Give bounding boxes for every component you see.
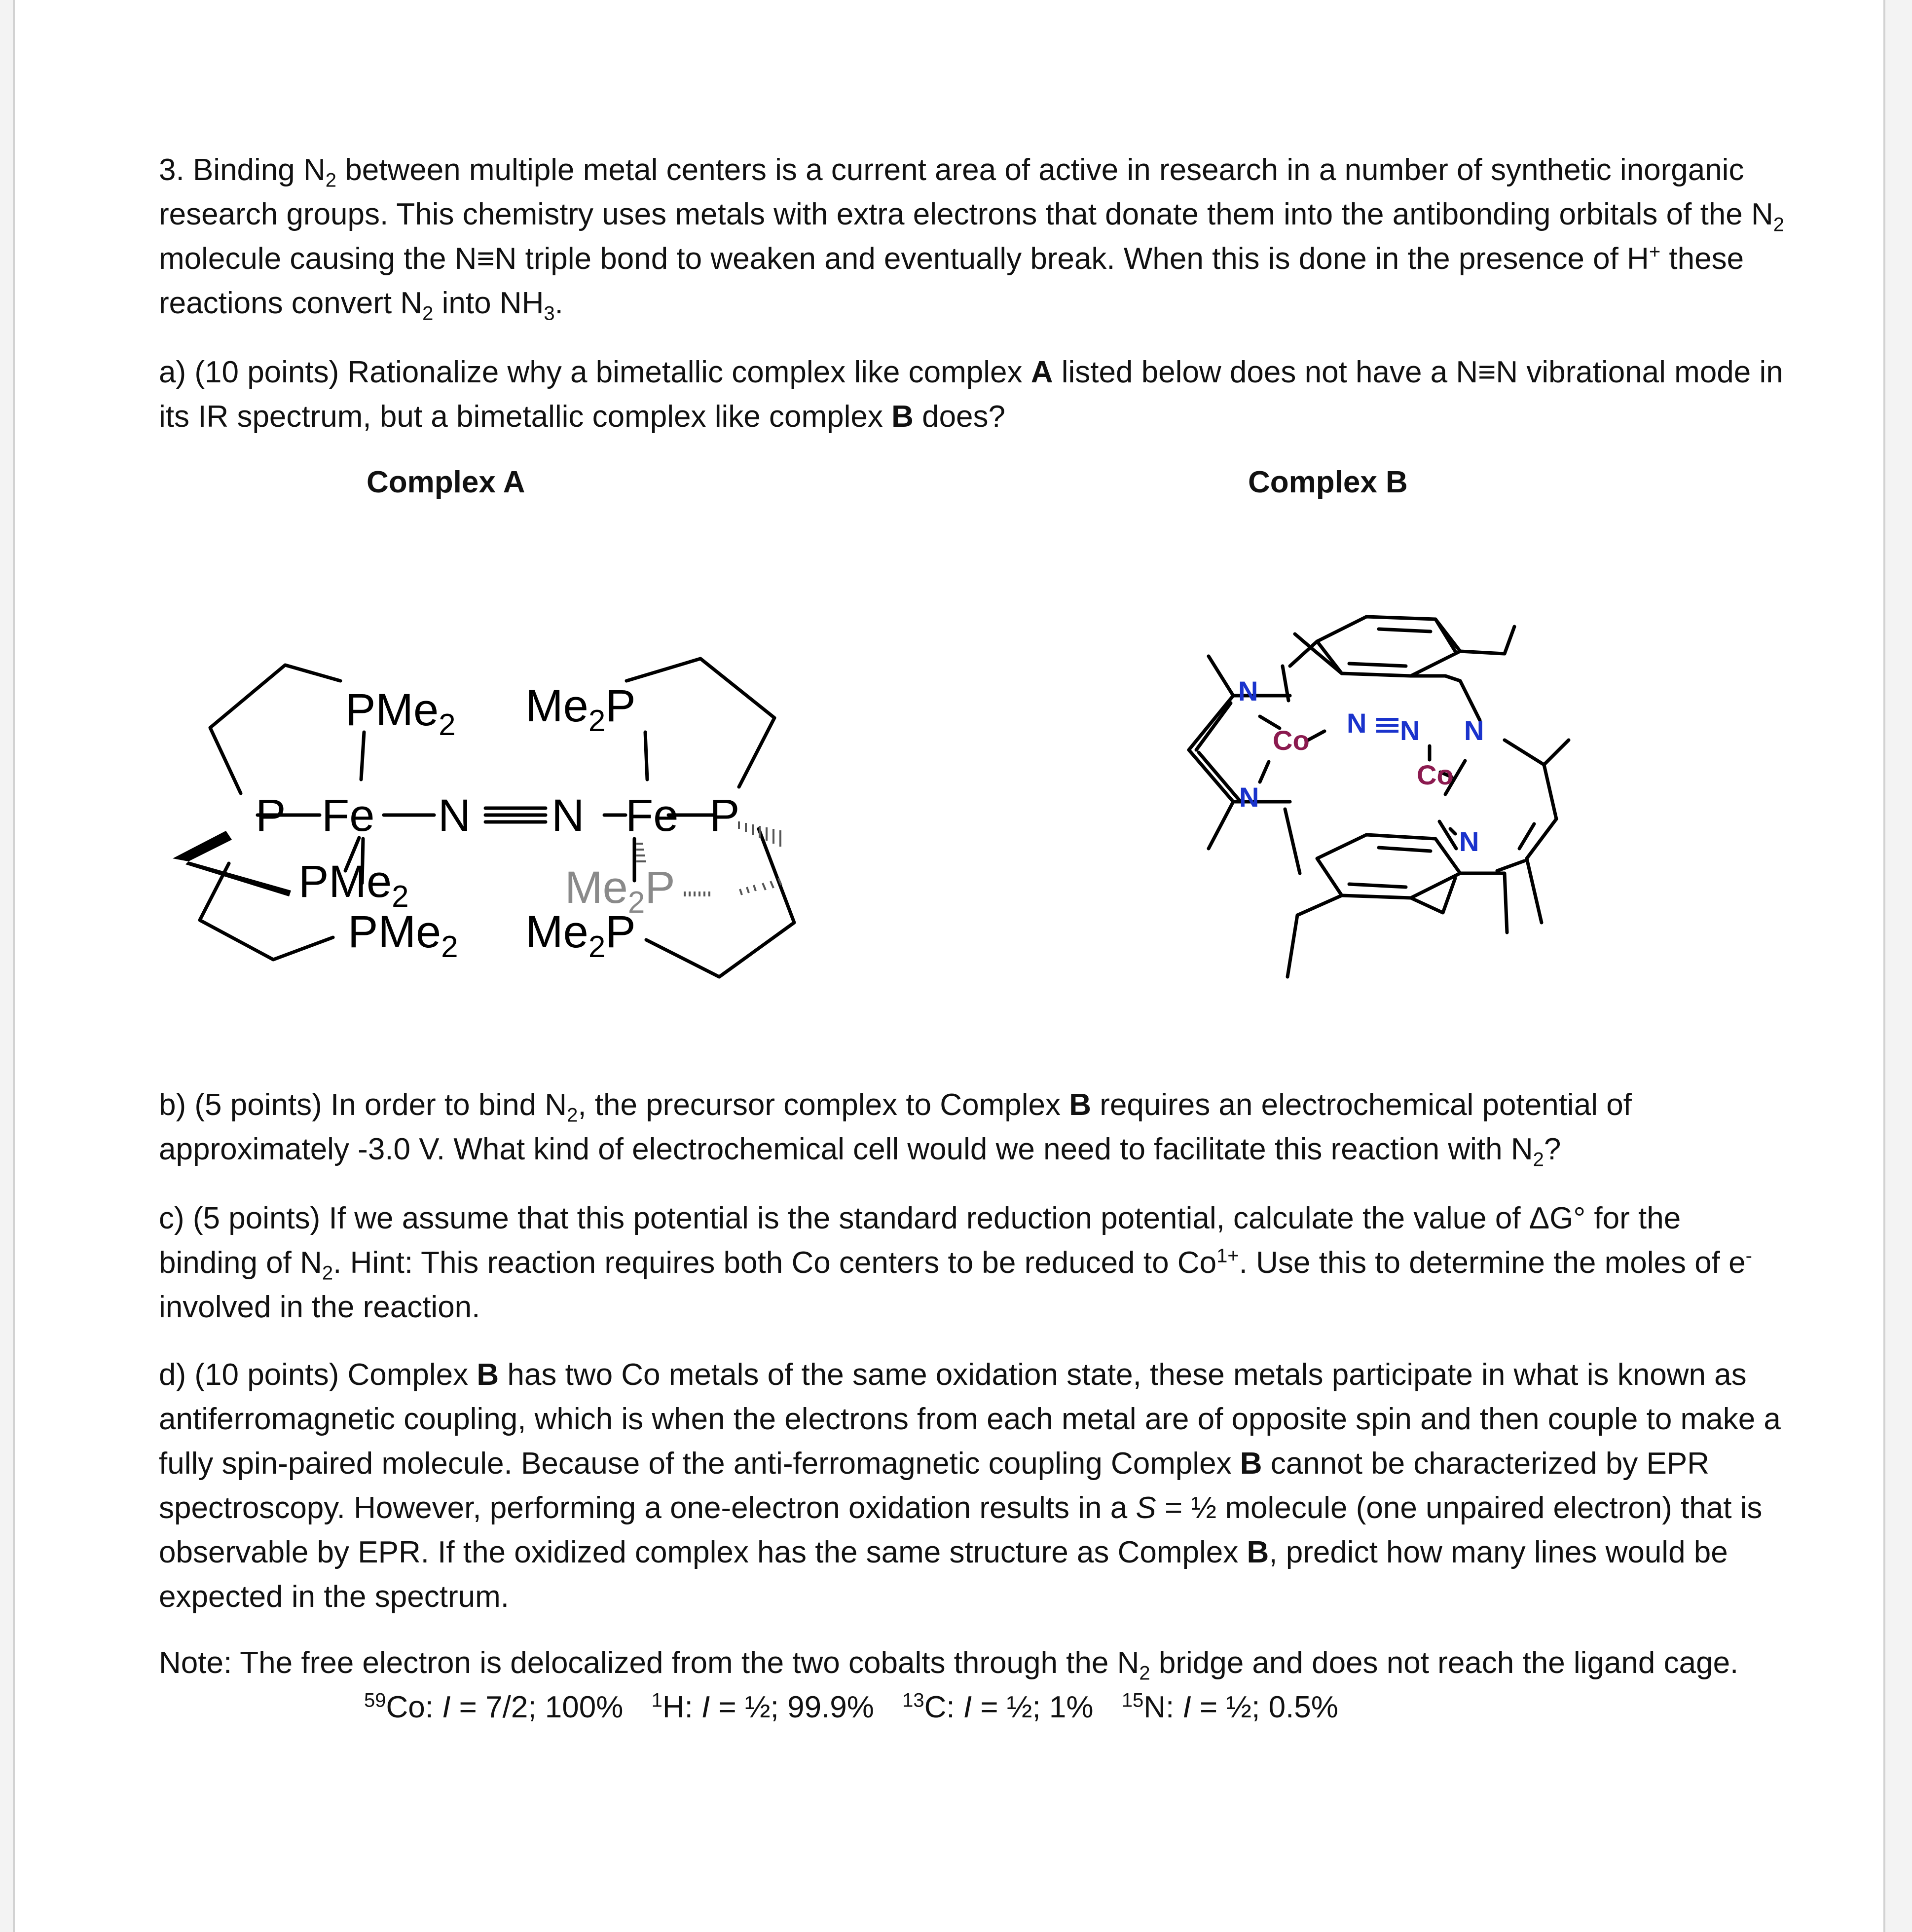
note-text: Note: The free electron is delocalized from the two cobalts through the $N_2$ bridge and does not reach the ligand cage.: [159, 1646, 1739, 1684]
ligand-nitrogen-right-2-label: N: [1459, 826, 1479, 857]
nitrogen-1-label: N: [438, 790, 471, 841]
pme2-left-2-label: PMe$_2$: [348, 907, 458, 964]
me2p-bottom-right-label: $Me_2P$: [525, 907, 636, 964]
bridge-nitrogen-2-label: N: [1400, 715, 1420, 746]
isotope-data-line: [364, 1685, 1358, 1730]
part-b-text: b) (5 points) In order to bind $N_2$, the precursor complex to Complex B requires an electrochemical potential of approximately -3.0 V. What kind of electrochemical cell would we need to facilitate this reaction with $N_2$?: [159, 1088, 1632, 1171]
complex-a-caption: Complex A: [367, 465, 525, 499]
isotope-nitrogen-15: $^{15}$N: I = ½; 0.5%: [1121, 1689, 1338, 1724]
phosphorus-left-label: P: [256, 790, 286, 841]
isotope-carbon-13: $^{13}$C: I = ½; 1%: [902, 1689, 1094, 1724]
isotope-hydrogen-1: $^1$H: I = ½; 99.9%: [651, 1689, 874, 1724]
ligand-nitrogen-bottom-label: N: [1239, 781, 1259, 813]
part-d-text: d) (10 points) Complex B has two Co metals of the same oxidation state, these metals participate in what is known as antiferromagnetic coupling, which is when the electrons from each metal are of opposite spin and then couple to make a fully spin-paired molecule. Because of the anti-ferromagnetic coupling Complex B cannot be characterized by EPR spectroscopy. However, performing a one-electron oxidation results in a S = ½ molecule (one unpaired electron) that is observable by EPR. If the oxidized complex has the same structure as Complex B, predict how many lines would be expected in the spectrum.: [159, 1358, 1781, 1614]
complex-a-structure: [148, 636, 839, 1002]
pme2-left-1-label: PMe$_2$: [298, 856, 409, 914]
bridge-nitrogen-1-label: N: [1347, 707, 1367, 739]
cobalt-1-label: Co: [1273, 725, 1310, 756]
document-page: [13, 0, 1885, 1932]
part-a-text: a) (10 points) Rationalize why a bimetallic complex like complex A listed below does not have a N≡N vibrational mode in its IR spectrum, but a bimetallic complex like complex B does?: [159, 355, 1783, 434]
complex-b-caption: Complex B: [1248, 465, 1408, 499]
question-intro: 3. Binding $N_2$ between multiple metal centers is a current area of active in research in a number of synthetic inorganic research groups. This chemistry uses metals with extra electrons that donate them into the antibonding orbitals of the $N_2$ molecule causing the N≡N triple bond to weaken and eventually break. When this is done in the presence of H+ these reactions convert $N_2$ into $NH_3$.: [159, 153, 1785, 325]
me2p-top-right-label: $Me_2P$: [525, 681, 636, 738]
ligand-nitrogen-top-label: N: [1238, 675, 1258, 706]
phosphorus-right-label: P: [709, 790, 740, 841]
part-c-text: c) (5 points) If we assume that this potential is the standard reduction potential, calculate the value of ΔG° for the binding of $N_2$. Hint: This reaction requires both Co centers to be reduced to $Co^{1+}$. Use this to determine the moles of e- involved in the reaction.: [159, 1201, 1752, 1324]
cobalt-2-label: Co: [1417, 759, 1454, 790]
me2p-back-label: $Me_2P$: [565, 862, 675, 920]
pme2-top-left-label: PMe$_2$: [345, 685, 456, 742]
nitrogen-2-label: N: [552, 790, 585, 841]
ligand-nitrogen-right-1-label: N: [1464, 715, 1484, 746]
complex-b-structure: [1140, 533, 1593, 997]
iron-right-label: Fe: [625, 790, 679, 841]
isotope-cobalt-59: $^{59}$Co: I = 7/2; 100%: [364, 1689, 624, 1724]
iron-left-label: Fe: [322, 790, 375, 841]
